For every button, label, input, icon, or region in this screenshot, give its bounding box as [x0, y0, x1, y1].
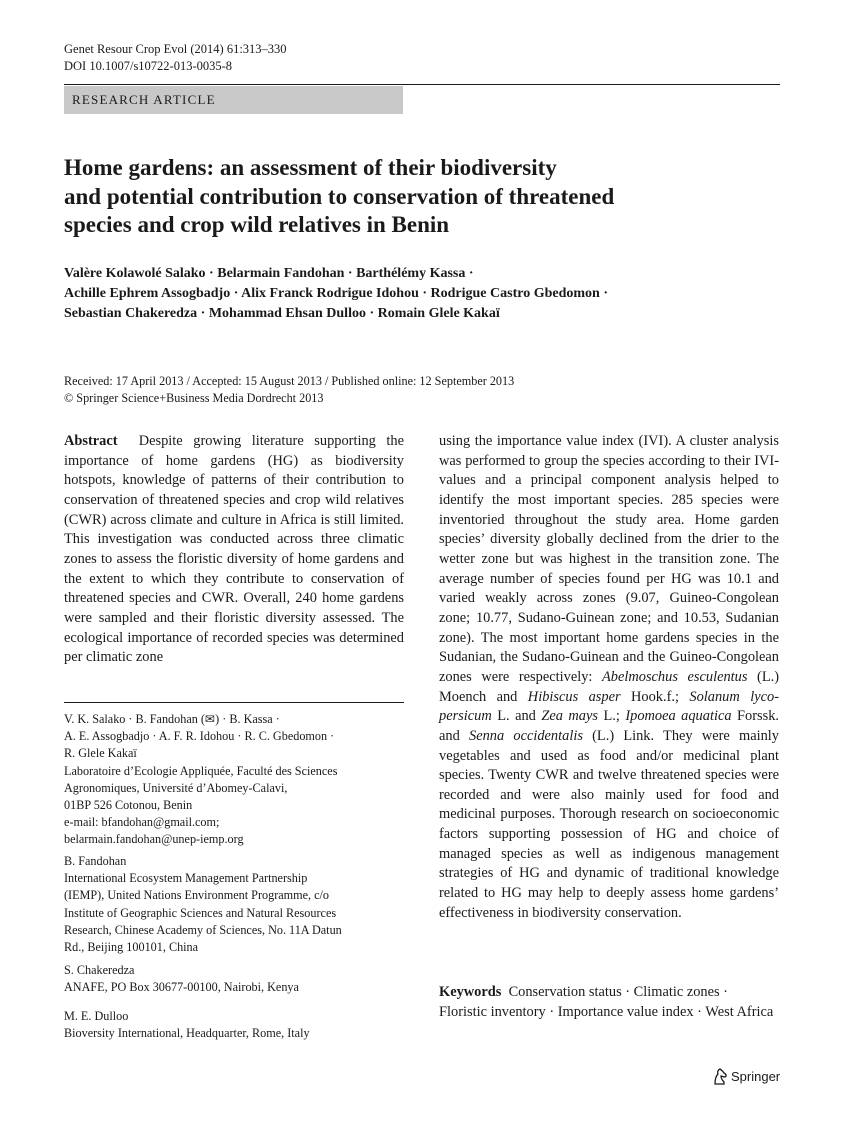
email-line[interactable]: belarmain.fandohan@unep-iemp.org: [64, 832, 244, 847]
authors-line-1: Valère Kolawolé Salako · Belarmain Fandohan · Barthélémy Kassa ·: [64, 266, 474, 281]
species-name: Abelmoschus esculentus: [601, 668, 748, 685]
affil-line: International Ecosystem Management Partnership: [64, 871, 308, 886]
title-line-1: Home gardens: an assessment of their biodiversity: [64, 155, 557, 180]
affil-line: V. K. Salako · B. Fandohan (✉) · B. Kassa ·: [64, 712, 280, 726]
abstract-text: (L.) Link. They were mainly vegetables and used as food and/or medicinal plant species. Twenty CWR and twelve threatened species were recorded and were also mainly used for food and medicinal purposes. Thorough research on socioeconomic factors supporting possession of HG and choice of managed species as well as indigenous management strategies of HG and dynamic of traditional knowledge related to HG may help to deeply assess home gardens’ effectiveness in biodiversity conservation.: [439, 727, 779, 921]
abstract-text: Hook.f.;: [620, 688, 690, 705]
springer-horse-icon: [712, 1068, 728, 1085]
species-name: Hibiscus asper: [527, 688, 621, 705]
keywords-list: Conservation status · Climatic zones · Floristic inventory · Importance value index · West Africa: [439, 984, 774, 1020]
abstract-text: Forssk. and: [439, 708, 779, 744]
authors-line-3: Sebastian Chakeredza · Mohammad Ehsan Dulloo · Romain Glele Kakaï: [64, 306, 500, 321]
keywords-section: [439, 983, 779, 1022]
journal-reference: [64, 41, 287, 75]
abstract-text: using the importance value index (IVI). A cluster analysis was performed to group the species according to their IVI-values and a principal component analysis helped to identify the most important species. 285 species were inventoried throughout the study area. Home garden species’ diversity globally declined from the drier to the wetter zone but was highest in the transition zone. The average number of species found per HG was 10.1 and varied weakly across zones (9.07, Guineo-Congolean zone; 10.77, Sudano-Guinean zone; and 10.53, Sudanian zone). The most important home gardens species in the Sudanian, the Sudano-Guinean and the Guineo-Congolean zones were respectively:: [439, 433, 779, 685]
keywords-heading: Keywords: [439, 984, 502, 1000]
affil-line: Research, Chinese Academy of Sciences, No. 11A Datun: [64, 922, 342, 937]
species-name: Zea mays: [541, 708, 598, 725]
title-line-3: species and crop wild relatives in Benin: [64, 212, 450, 237]
journal-citation: Genet Resour Crop Evol (2014) 61:313–330: [64, 42, 287, 56]
affil-line: M. E. Dulloo: [64, 1009, 129, 1023]
affiliation-block-3: [64, 962, 404, 996]
publisher-logo: [712, 1068, 780, 1085]
affil-line: (IEMP), United Nations Environment Programme, c/o: [64, 888, 330, 903]
abstract-heading: Abstract: [64, 433, 118, 449]
affil-line: Agronomiques, Université d’Abomey-Calavi,: [64, 780, 288, 795]
article-title: [64, 154, 764, 240]
email-line[interactable]: e-mail: bfandohan@gmail.com;: [64, 815, 220, 830]
publication-dates: [64, 373, 780, 407]
header-rule: [64, 84, 780, 85]
abstract-text: (L.) Moench and: [439, 668, 780, 705]
footnote-rule: [64, 702, 404, 703]
journal-doi[interactable]: DOI 10.1007/s10722-013-0035-8: [64, 59, 233, 73]
affil-line: Bioversity International, Headquarter, Rome, Italy: [64, 1026, 310, 1041]
abstract-text: L.;: [598, 708, 626, 725]
article-type-banner: RESEARCH ARTICLE: [64, 86, 403, 114]
affil-line: S. Chakeredza: [64, 963, 135, 977]
affil-line: B. Fandohan: [64, 854, 127, 868]
title-line-2: and potential contribution to conservation of threatened: [64, 183, 615, 209]
abstract-text: L. and: [491, 708, 542, 725]
affil-line: Laboratoire d’Ecologie Appliquée, Faculté des Sciences: [64, 763, 338, 778]
authors-line-2: Achille Ephrem Assogbadjo · Alix Franck Rodrigue Idohou · Rodrigue Castro Gbedomon ·: [64, 286, 608, 301]
affil-line: R. Glele Kakaï: [64, 746, 137, 761]
affiliation-block-2: [64, 853, 404, 956]
species-name: Senna occidentalis: [469, 727, 583, 744]
abstract-text-left: Despite growing literature supporting the importance of home gardens (HG) as biodiversity hotspots, knowledge of patterns of their contribution to conservation of threatened species and crop wild relatives (CWR) across climate and culture in Africa is still limited. This investigation was conducted across three climatic zones to assess the floristic diversity of home gardens and the extent to which they contribute to conservation of threatened species and CWR. Overall, 240 home gardens were sampled and their floristic diversity assessed. The ecological importance of recorded species was determined per climatic zone: [64, 433, 405, 666]
abstract-right-column: [439, 432, 779, 923]
history-line: Received: 17 April 2013 / Accepted: 15 August 2013 / Published online: 12 September 2013: [64, 374, 515, 388]
affil-line: A. E. Assogbadjo · A. F. R. Idohou · R. C. Gbedomon ·: [64, 729, 335, 744]
affiliation-block-1: [64, 711, 404, 849]
affiliation-block-4: [64, 1008, 404, 1042]
publisher-name: Springer: [731, 1069, 781, 1084]
species-name: Ipomoea aquatica: [625, 708, 732, 725]
affil-line: Rd., Beijing 100101, China: [64, 940, 199, 955]
author-list: [64, 264, 780, 324]
affil-line: 01BP 526 Cotonou, Benin: [64, 798, 193, 813]
copyright-line: © Springer Science+Business Media Dordrecht 2013: [64, 391, 324, 405]
species-name: Solanum lycopersicum: [439, 688, 779, 725]
affil-line: Institute of Geographic Sciences and Natural Resources: [64, 905, 337, 920]
affil-line: ANAFE, PO Box 30677-00100, Nairobi, Kenya: [64, 980, 299, 995]
abstract-left-column: [64, 432, 404, 668]
